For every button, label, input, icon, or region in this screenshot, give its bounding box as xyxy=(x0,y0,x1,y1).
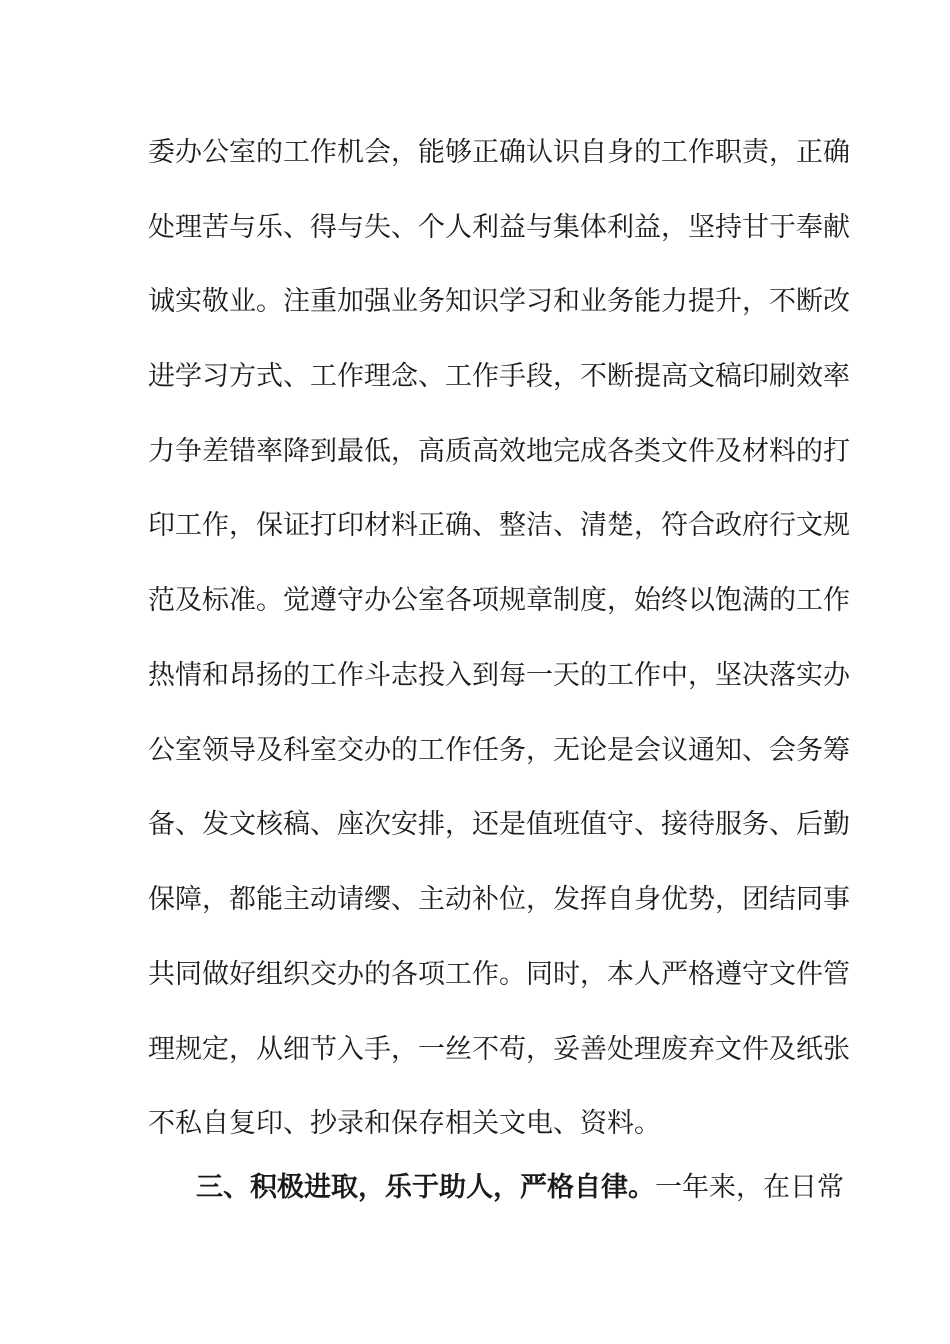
section-text: 一年来，在日常 xyxy=(655,1172,844,1203)
body-text-line: 印工作，保证打印材料正确、整洁、清楚，符合政府行文规 xyxy=(148,510,850,541)
body-text-line: 处理苦与乐、得与失、个人利益与集体利益，坚持甘于奉献 xyxy=(148,212,850,243)
body-text-line: 不私自复印、抄录和保存相关文电、资料。 xyxy=(148,1108,661,1139)
body-text-line: 备、发文核稿、座次安排，还是值班值守、接待服务、后勤 xyxy=(148,809,850,840)
body-text-line: 热情和昂扬的工作斗志投入到每一天的工作中，坚决落实办 xyxy=(148,660,850,691)
body-text-line: 保障，都能主动请缨、主动补位，发挥自身优势，团结同事 xyxy=(148,884,850,915)
section-paragraph-start xyxy=(196,1168,844,1208)
body-text-line: 诚实敬业。注重加强业务知识学习和业务能力提升，不断改 xyxy=(148,286,850,317)
body-text-line: 公室领导及科室交办的工作任务，无论是会议通知、会务筹 xyxy=(148,735,850,766)
body-text-line: 力争差错率降到最低，高质高效地完成各类文件及材料的打 xyxy=(148,436,850,467)
body-text-line: 共同做好组织交办的各项工作。同时，本人严格遵守文件管 xyxy=(148,959,850,990)
body-text-line: 范及标准。觉遵守办公室各项规章制度，始终以饱满的工作 xyxy=(148,585,850,616)
body-text-line: 进学习方式、工作理念、工作手段，不断提高文稿印刷效率 xyxy=(148,361,850,392)
body-text-line: 委办公室的工作机会，能够正确认识自身的工作职责，正确 xyxy=(148,137,850,168)
body-text-line: 理规定，从细节入手，一丝不苟，妥善处理废弃文件及纸张 xyxy=(148,1034,850,1065)
section-heading: 三、积极进取，乐于助人，严格自律。 xyxy=(196,1172,655,1203)
